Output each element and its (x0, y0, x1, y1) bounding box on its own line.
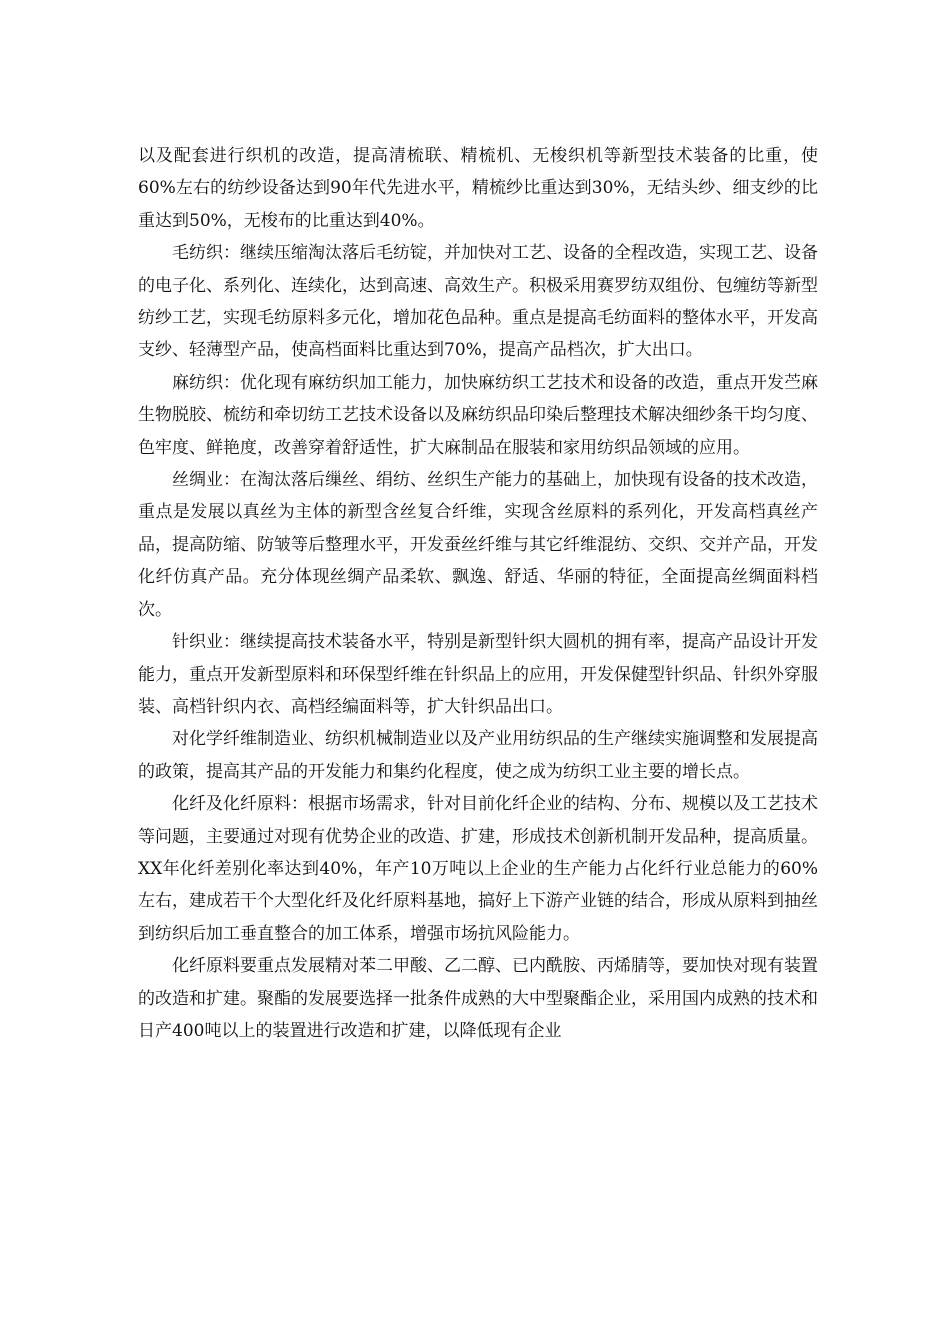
paragraph-cotton-continued: 以及配套进行织机的改造，提高清梳联、精梳机、无梭织机等新型技术装备的比重，使60%左右的纺纱设备达到90年代先进水平，精梳纱比重达到30%，无结头纱、细支纱的比重达到50%，无梭布的比重达到40%。 (138, 146, 818, 231)
document-page (138, 140, 818, 1047)
paragraph-knitting-industry: 针织业：继续提高技术装备水平，特别是新型针织大圆机的拥有率，提高产品设计开发能力，重点开发新型原料和环保型纤维在针织品上的应用，开发保健型针织品、针织外穿服装、高档针织内衣、高档经编面料等，扩大针织品出口。 (138, 632, 818, 717)
paragraph-chemical-fiber-policy: 对化学纤维制造业、纺织机械制造业以及产业用纺织品的生产继续实施调整和发展提高的政策，提高其产品的开发能力和集约化程度，使之成为纺织工业主要的增长点。 (138, 729, 818, 782)
paragraph-wool-spinning: 毛纺织：继续压缩淘汰落后毛纺锭，并加快对工艺、设备的全程改造，实现工艺、设备的电子化、系列化、连续化，达到高速、高效生产。积极采用赛罗纺双组份、包缠纺等新型纺纱工艺，实现毛纺原料多元化，增加花色品种。重点是提高毛纺面料的整体水平，开发高支纱、轻薄型产品，使高档面料比重达到70%，提高产品档次，扩大出口。 (138, 243, 818, 361)
paragraph-silk-industry: 丝绸业：在淘汰落后缫丝、绢纺、丝织生产能力的基础上，加快现有设备的技术改造，重点是发展以真丝为主体的新型含丝复合纤维，实现含丝原料的系列化，开发高档真丝产品，提高防缩、防皱等后整理水平，开发蚕丝纤维与其它纤维混纺、交织、交并产品，开发化纤仿真产品。充分体现丝绸产品柔软、飘逸、舒适、华丽的特征，全面提高丝绸面料档次。 (138, 470, 818, 620)
paragraph-chemical-raw-materials: 化纤原料要重点发展精对苯二甲酸、乙二醇、已内酰胺、丙烯腈等，要加快对现有装置的改造和扩建。聚酯的发展要选择一批条件成熟的大中型聚酯企业，采用国内成熟的技术和日产400吨以上的装置进行改造和扩建，以降低现有企业 (138, 956, 818, 1041)
paragraph-chemical-fiber-materials: 化纤及化纤原料：根据市场需求，针对目前化纤企业的结构、分布、规模以及工艺技术等问题，主要通过对现有优势企业的改造、扩建，形成技术创新机制开发品种，提高质量。XX年化纤差别化率达到40%，年产10万吨以上企业的生产能力占化纤行业总能力的60%左右，建成若干个大型化纤及化纤原料基地，搞好上下游产业链的结合，形成从原料到抽丝到纺织后加工垂直整合的加工体系，增强市场抗风险能力。 (138, 794, 818, 944)
paragraph-linen-spinning: 麻纺织：优化现有麻纺织加工能力，加快麻纺织工艺技术和设备的改造，重点开发苎麻生物脱胶、梳纺和牵切纺工艺技术设备以及麻纺织品印染后整理技术解决细纱条干均匀度、色牢度、鲜艳度，改善穿着舒适性，扩大麻制品在服装和家用纺织品领域的应用。 (138, 372, 818, 458)
